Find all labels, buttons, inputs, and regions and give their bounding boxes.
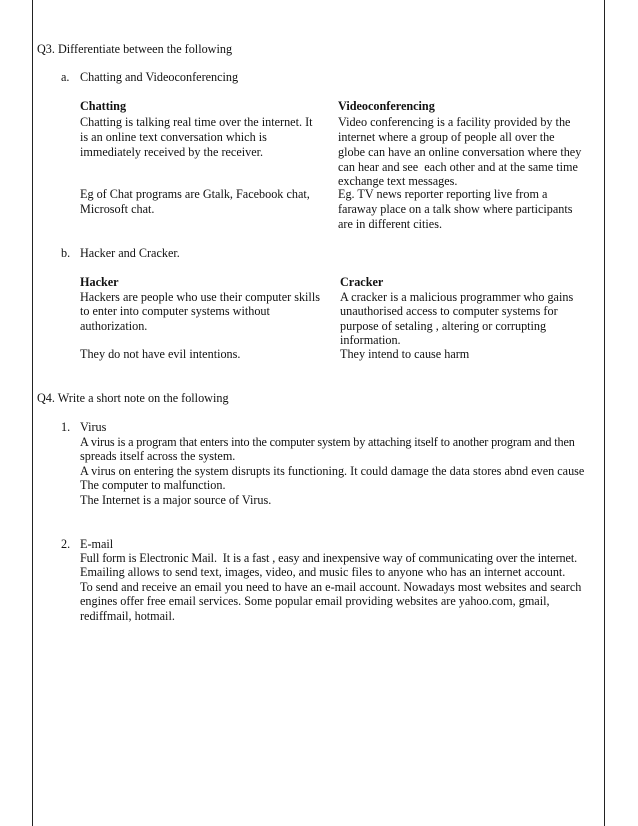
q3-b-title: Hacker and Cracker. (80, 246, 180, 260)
virus-line: A virus on entering the system disrupts its functioning. It could damage the data stores abnd even cause (80, 464, 585, 478)
chatting-example-line: Eg of Chat programs are Gtalk, Facebook chat, (80, 187, 310, 201)
hacker-example-line: They do not have evil intentions. (80, 347, 241, 361)
chatting-heading: Chatting (80, 99, 127, 113)
cracker-line: A cracker is a malicious programmer who gains (340, 290, 574, 304)
q4-item-marker: 2. (61, 537, 71, 551)
cracker-line: information. (340, 333, 401, 347)
hacker-line: authorization. (80, 319, 148, 333)
videoconferencing-example-line: are in different cities. (338, 217, 442, 231)
cracker-heading: Cracker (340, 275, 384, 289)
chatting-line: is an online text conversation which is (80, 130, 267, 144)
hacker-line: Hackers are people who use their computer skills (80, 290, 320, 304)
virus-title: Virus (80, 420, 107, 434)
hacker-line: to enter into computer systems without (80, 304, 270, 318)
cracker-example-line: They intend to cause harm (340, 347, 470, 361)
q3-a-title: Chatting and Videoconferencing (80, 70, 239, 84)
email-line: rediffmail, hotmail. (80, 609, 175, 623)
chatting-line: immediately received by the receiver. (80, 145, 264, 159)
email-title: E-mail (80, 537, 114, 551)
hacker-heading: Hacker (80, 275, 119, 289)
videoconferencing-line: globe can have an online conversation where they (338, 145, 582, 159)
q4-item-marker: 1. (61, 420, 71, 434)
videoconferencing-example-line: faraway place on a talk show where participants (338, 202, 573, 216)
videoconferencing-line: Video conferencing is a facility provided by the (338, 115, 571, 129)
virus-line: spreads itself across the system. (80, 449, 236, 463)
email-line: To send and receive an email you need to have an e-mail account. Nowadays most websites and search (80, 580, 582, 594)
q3-a-marker: a. (61, 70, 70, 84)
q4-heading: Q4. Write a short note on the following (37, 391, 229, 405)
cracker-line: unauthorised access to computer systems for (340, 304, 558, 318)
virus-line: The Internet is a major source of Virus. (80, 493, 272, 507)
videoconferencing-line: can hear and see each other and at the same time (338, 160, 578, 174)
email-line: Full form is Electronic Mail. It is a fast , easy and inexpensive way of communicating over the internet. (80, 551, 578, 565)
virus-line: A virus is a program that enters into the computer system by attaching itself to another program and then (80, 435, 575, 449)
videoconferencing-example-line: Eg. TV news reporter reporting live from a (338, 187, 548, 201)
page-border-left (32, 0, 33, 826)
virus-line: The computer to malfunction. (80, 478, 226, 492)
email-line: engines offer free email services. Some popular email providing websites are yahoo.com, gmail, (80, 594, 550, 608)
q3-b-marker: b. (61, 246, 71, 260)
chatting-example-line: Microsoft chat. (80, 202, 155, 216)
videoconferencing-line: internet where a group of people all over the (338, 130, 555, 144)
videoconferencing-heading: Videoconferencing (338, 99, 435, 113)
email-line: Emailing allows to send text, images, video, and music files to anyone who has an internet account. (80, 565, 566, 579)
videoconferencing-line: exchange text messages. (338, 174, 458, 188)
page-border-right (604, 0, 605, 826)
chatting-line: Chatting is talking real time over the internet. It (80, 115, 313, 129)
q3-heading: Q3. Differentiate between the following (37, 42, 233, 56)
cracker-line: purpose of setaling , altering or corrupting (340, 319, 547, 333)
